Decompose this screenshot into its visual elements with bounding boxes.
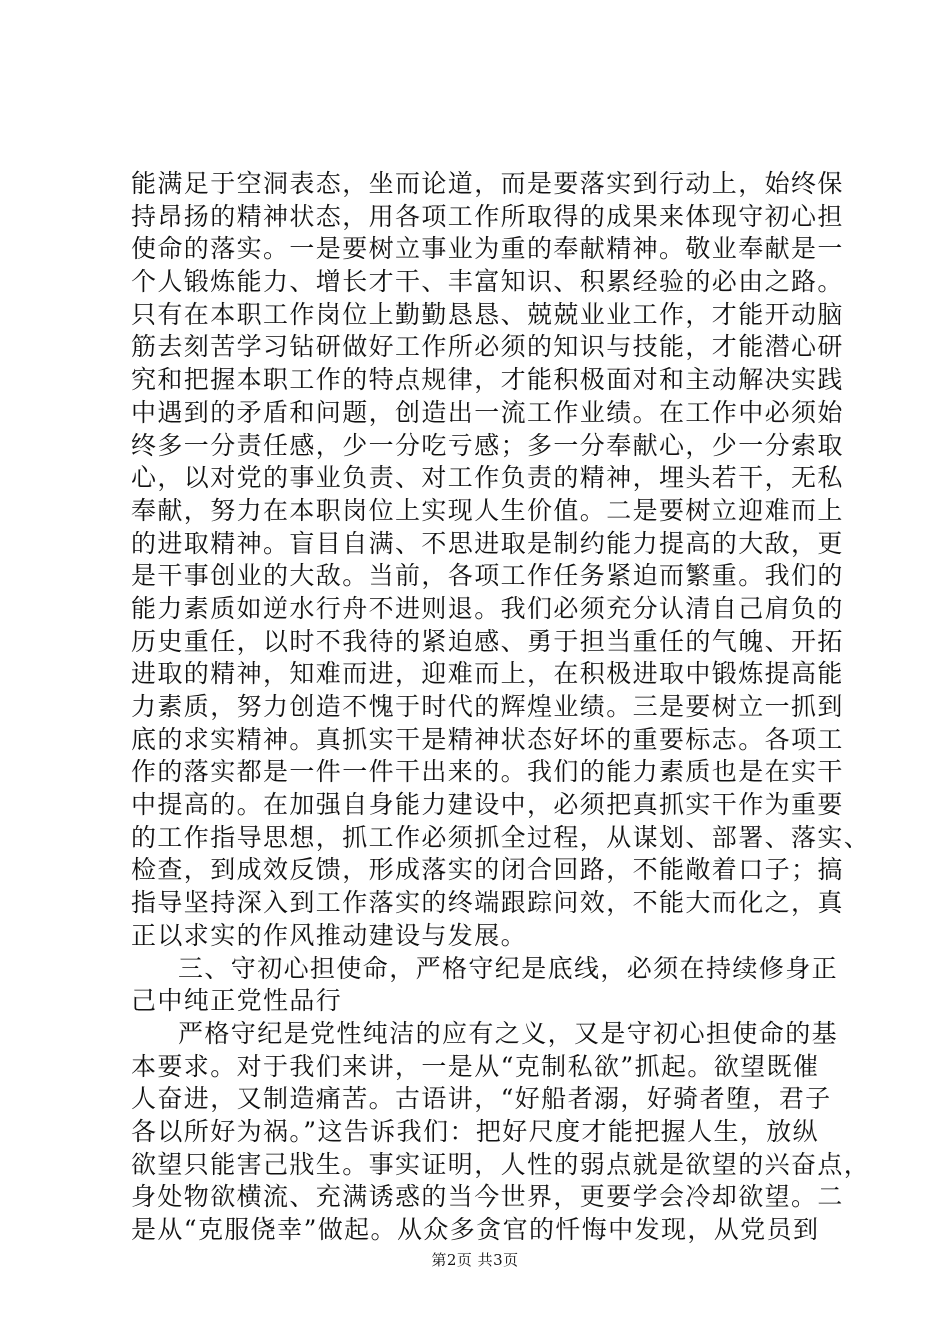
text-line: 的进取精神。盲目自满、不思进取是制约能力提高的大敌，更 bbox=[131, 528, 844, 558]
text-line: 力素质，努力创造不愧于时代的辉煌业绩。三是要树立一抓到 bbox=[131, 692, 844, 721]
section-heading-line: 己中纯正党性品行 bbox=[131, 986, 343, 1016]
text-line: 能力素质如逆水行舟不进则退。我们必须充分认清自己肩负的 bbox=[131, 593, 844, 623]
text-line: 只有在本职工作岗位上勤勤恳恳、兢兢业业工作，才能开动脑 bbox=[131, 299, 844, 329]
text-line: 中遇到的矛盾和问题，创造出一流工作业绩。在工作中必须始 bbox=[131, 397, 844, 427]
text-line: 身处物欲横流、充满诱惑的当今世界，更要学会冷却欲望。二 bbox=[131, 1182, 844, 1212]
text-line: 个人锻炼能力、增长才干、丰富知识、积累经验的必由之路。 bbox=[131, 267, 844, 297]
text-line: 正以求实的作风推动建设与发展。 bbox=[131, 920, 528, 950]
section-heading-line: 三、守初心担使命，严格守纪是底线，必须在持续修身正 bbox=[178, 953, 839, 983]
text-line: 能满足于空洞表态，坐而论道，而是要落实到行动上，始终保 bbox=[131, 169, 844, 198]
text-line: 底的求实精神。真抓实干是精神状态好坏的重要标志。各项工 bbox=[131, 724, 844, 754]
text-line: 检查，到成效反馈，形成落实的闭合回路，不能敞着口子；搞 bbox=[131, 855, 844, 885]
text-line: 心，以对党的事业负责、对工作负责的精神，埋头若干，无私 bbox=[131, 463, 844, 493]
text-line: 欲望只能害己戕生。事实证明，人性的弱点就是欲望的兴奋点， bbox=[131, 1149, 871, 1179]
text-line: 终多一分责任感，少一分吃亏感；多一分奉献心，少一分索取 bbox=[131, 430, 844, 460]
text-line: 持昂扬的精神状态，用各项工作所取得的成果来体现守初心担 bbox=[131, 201, 844, 231]
text-line: 是干事创业的大敌。当前，各项工作任务紧迫而繁重。我们的 bbox=[131, 561, 844, 591]
text-line: 本要求。对于我们来讲，一是从“克制私欲”抓起。欲望既催 bbox=[131, 1051, 820, 1081]
text-line: 奉献，努力在本职岗位上实现人生价值。二是要树立迎难而上 bbox=[131, 495, 844, 525]
text-line: 作的落实都是一件一件干出来的。我们的能力素质也是在实干 bbox=[131, 757, 844, 787]
text-line: 进取的精神，知难而进，迎难而上，在积极进取中锻炼提高能 bbox=[131, 659, 844, 689]
text-line: 使命的落实。一是要树立事业为重的奉献精神。敬业奉献是一 bbox=[131, 234, 844, 264]
text-line: 历史重任，以时不我待的紧迫感、勇于担当重任的气魄、开拓 bbox=[131, 626, 844, 656]
text-line: 是从“克服侥幸”做起。从众多贪官的忏悔中发现，从党员到 bbox=[131, 1215, 820, 1244]
page-footer: 第2页 共3页 bbox=[431, 1251, 519, 1269]
text-line: 各以所好为祸。”这告诉我们：把好尺度才能把握人生，放纵 bbox=[131, 1116, 820, 1146]
text-line: 指导坚持深入到工作落实的终端跟踪问效，不能大而化之，真 bbox=[131, 888, 844, 918]
text-line: 人奋进，又制造痛苦。古语讲，“好船者溺，好骑者堕，君子 bbox=[131, 1084, 832, 1114]
text-line: 中提高的。在加强自身能力建设中，必须把真抓实干作为重要 bbox=[131, 790, 844, 820]
text-line: 筋去刻苦学习钻研做好工作所必须的知识与技能，才能潜心研 bbox=[131, 332, 844, 362]
text-line: 严格守纪是党性纯洁的应有之义，又是守初心担使命的基 bbox=[178, 1018, 839, 1048]
text-line: 的工作指导思想，抓工作必须抓全过程，从谋划、部署、落实、 bbox=[131, 822, 871, 852]
text-line: 究和把握本职工作的特点规律，才能积极面对和主动解决实践 bbox=[131, 365, 844, 395]
body-text bbox=[131, 168, 871, 1247]
